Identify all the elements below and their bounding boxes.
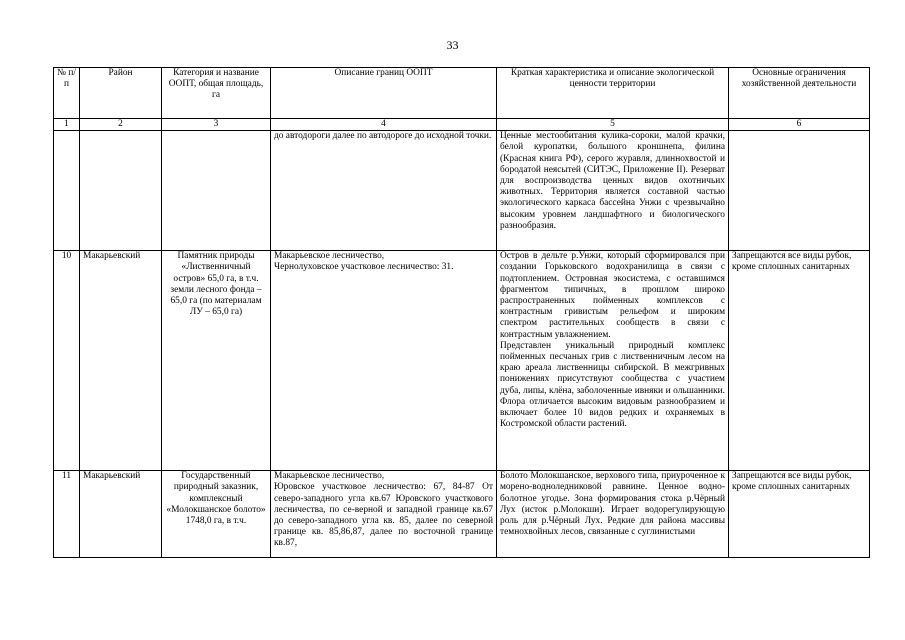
column-number: 2 — [80, 119, 162, 131]
column-number: 4 — [271, 119, 497, 131]
column-number: 1 — [54, 119, 80, 131]
header-district: Район — [80, 68, 162, 119]
header-restrictions: Основные ограничения хозяйственной деятельности — [729, 68, 870, 119]
row-category: Памятник природы «Лиственничный остров» 65,0 га, в т.ч. земли лесного фонда – 65,0 га (по материалам ЛУ – 65,0 га) — [162, 251, 271, 471]
row-characteristics — [497, 251, 729, 471]
column-number: 3 — [162, 119, 271, 131]
characteristics-paragraph: Представлен уникальный природный комплекс пойменных песчаных грив с лиственничным лесом на краю ареала лиственницы сибирской. В межгривных понижениях присутствуют сообщества с участием дуба, липы, клёна, заболоченные ивняки и ольшанники. Флора отличается высоким видовым разнообразием и включает более 10 видов редких и охраняемых в Костромской области растений. — [500, 340, 725, 430]
row-category: Государственный природный заказник, комплексный «Молокшанское болото» 1748,0 га, в т.ч. — [162, 471, 271, 558]
header-bounds: Описание границ ООПТ — [271, 68, 497, 119]
bounds-forestry: Макарьевское лесничество, — [274, 251, 385, 262]
row-district — [80, 131, 162, 251]
row-restrictions: Запрещаются все виды рубок, кроме сплошных санитарных — [729, 251, 870, 471]
page-number: 33 — [446, 38, 459, 52]
row-category — [162, 131, 271, 251]
table-row — [54, 131, 870, 251]
header-number: № п/п — [54, 68, 80, 119]
protected-areas-table — [53, 67, 870, 558]
row-number: 11 — [54, 471, 80, 558]
column-number: 6 — [729, 119, 870, 131]
row-district: Макарьевский — [80, 251, 162, 471]
row-district: Макарьевский — [80, 471, 162, 558]
bounds-detail: Чернолуховское участковое лесничество: 31. — [274, 262, 454, 273]
column-number-row — [54, 119, 870, 131]
header-characteristics: Краткая характеристика и описание экологической ценности территории — [497, 68, 729, 119]
row-number — [54, 131, 80, 251]
characteristics-paragraph: Остров в дельте р.Унжи, который сформировался при создании Горьковского водохранилища в связи с подтоплением. Островная экосистема, с оставшимся фрагментом типичных, в прошлом широко распространенных пойменных комплексов с контрастным гривистым рельефом и широким спектром растительных сообществ в связи с контрастным увлажнением. — [500, 251, 725, 340]
bounds-detail: Юровское участковое лесничество: 67, 84-87 От северо-западного угла кв.67 Юровского участкового лесничества, по се-верной и западной границе кв.67 до северо-западного угла кв. 85, далее по северной границе кв. 85,86,87, далее по восточной границе кв.87, — [274, 482, 493, 549]
row-characteristics: Болото Молокшанское, верхового типа, приуроченное к морено-водноледниковой равнине. Ценное водно-болотное угодье. Зона формирования стока р.Чёрный Лух (исток р.Молокши). Играет водорегулирующую роль для р.Чёрный Лух. Редкие для района массивы темнохвойных лесов, связанные с суглинистыми — [497, 471, 729, 558]
row-bounds — [271, 471, 497, 558]
row-bounds: до автодороги далее по автодороге до исходной точки. — [271, 131, 497, 251]
row-number: 10 — [54, 251, 80, 471]
row-characteristics: Ценные местообитания кулика-сороки, малой крачки, белой куропатки, большого кроншнепа, филина (Красная книга РФ), серого журавля, длиннохвостой и бородатой неясытей (СИТЭС, Приложение II). Резерват для воспроизводства ценных видов охотничьих животных. Территория является составной частью экологического каркаса бассейна Унжи с чрезвычайно высоким уровнем ландшафтного и биологического разнообразия. — [497, 131, 729, 251]
row-restrictions — [729, 131, 870, 251]
header-category: Категория и название ООПТ, общая площадь, га — [162, 68, 271, 119]
row-bounds — [271, 251, 497, 471]
table-header-row — [54, 68, 870, 119]
row-restrictions: Запрещаются все виды рубок, кроме сплошных санитарных — [729, 471, 870, 558]
table-row — [54, 251, 870, 471]
column-number: 5 — [497, 119, 729, 131]
table-row — [54, 471, 870, 558]
bounds-forestry: Макарьевское лесничество, — [274, 471, 385, 482]
